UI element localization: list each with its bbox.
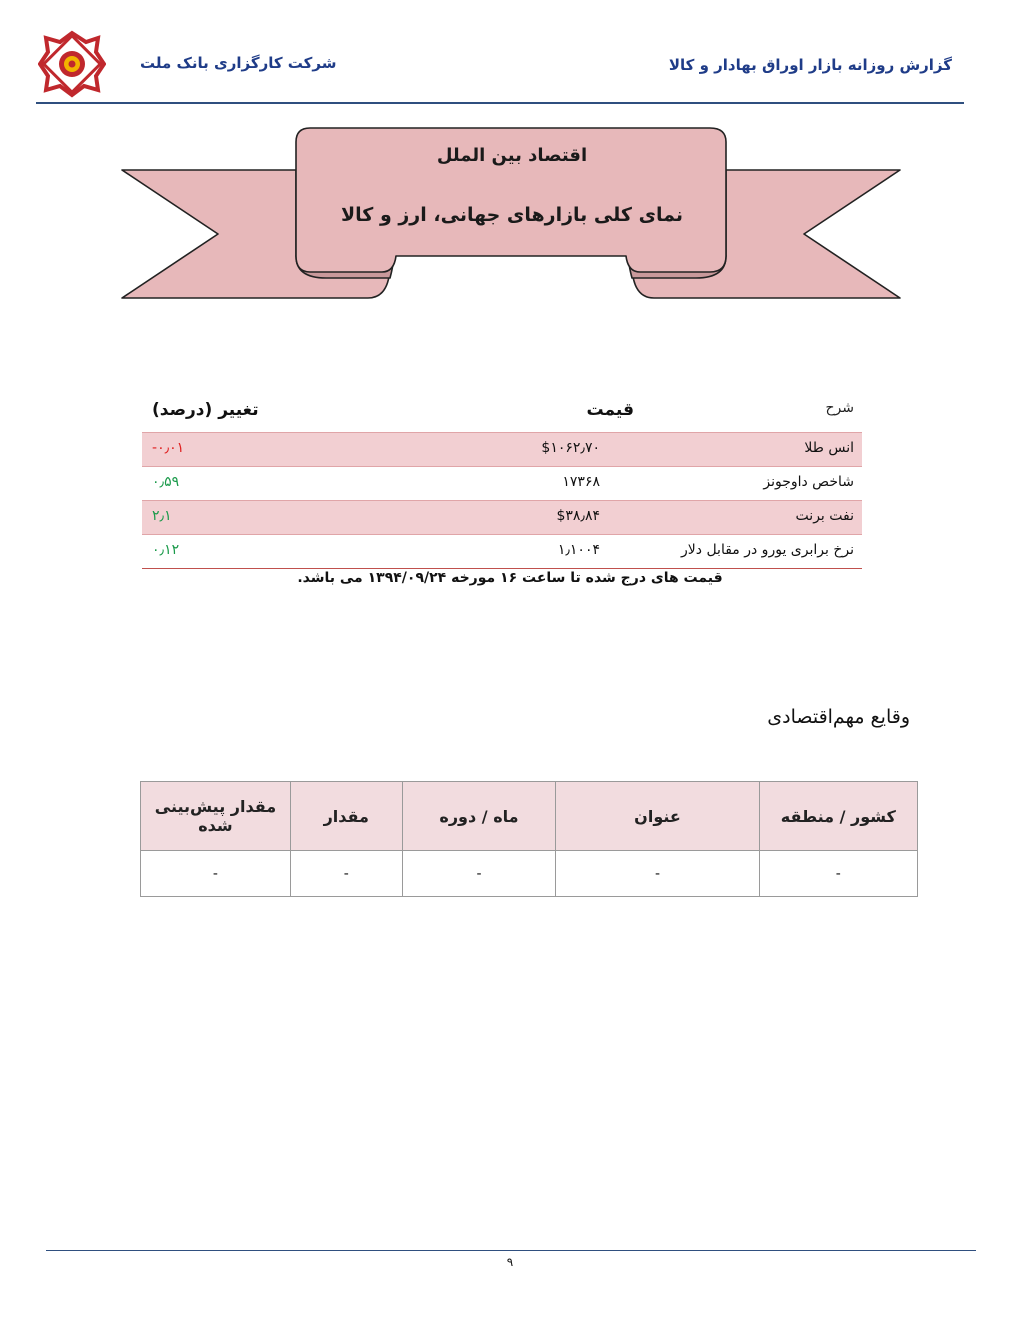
- bank-mellat-logo: [38, 30, 106, 98]
- table-row: [142, 432, 862, 466]
- table-bottom-border: [142, 568, 862, 569]
- banner-subtitle: نمای کلی بازارهای جهانی، ارز و کالا: [341, 204, 683, 226]
- price-timestamp-note: قیمت های درج شده تا ساعت ۱۶ مورخه ۱۳۹۴/۰۹/۲۴ می باشد.: [297, 570, 723, 586]
- row-change: ۰٫۵۹: [152, 474, 180, 490]
- cell-forecast: -: [141, 851, 291, 897]
- company-name: شرکت کارگزاری بانک ملت: [140, 54, 337, 72]
- report-title: گزارش روزانه بازار اوراق بهادار و کالا: [668, 56, 952, 74]
- column-header-period: ماه / دوره: [402, 782, 556, 851]
- header-divider: [36, 102, 964, 104]
- events-header-row: [141, 782, 918, 851]
- row-price: ۱٫۱۰۰۴: [557, 542, 600, 558]
- row-description: نرخ برابری یورو در مقابل دلار: [681, 542, 854, 558]
- column-header-forecast: مقدار پیش‌بینی شده: [141, 782, 291, 851]
- row-change: ۰٫۰۱-: [152, 440, 185, 456]
- economic-events-table: [140, 781, 918, 897]
- page-number: ۹: [506, 1255, 514, 1269]
- table-row: [141, 851, 918, 897]
- column-header-value: مقدار: [290, 782, 402, 851]
- table-row: [142, 500, 862, 534]
- row-description: نفت برنت: [795, 508, 854, 524]
- table-row: [142, 466, 862, 500]
- events-section-title: وقایع مهم‌اقتصادی: [767, 706, 910, 728]
- row-description: انس طلا: [804, 440, 854, 456]
- row-change: ۰٫۱۲: [152, 542, 180, 558]
- market-table-header: [142, 396, 862, 432]
- row-price: $۱۰۶۲٫۷۰: [541, 440, 600, 456]
- cell-value: -: [290, 851, 402, 897]
- column-header-title: عنوان: [556, 782, 759, 851]
- banner-title: اقتصاد بین الملل: [436, 145, 588, 166]
- table-row: [142, 534, 862, 568]
- footer-divider: [46, 1250, 976, 1251]
- market-overview-table: [142, 396, 862, 569]
- column-header-country: کشور / منطقه: [759, 782, 917, 851]
- column-header-price: قیمت: [586, 400, 634, 420]
- column-header-change: تغییر (درصد): [152, 400, 259, 420]
- cell-title: -: [556, 851, 759, 897]
- row-change: ۲٫۱: [152, 508, 172, 524]
- cell-period: -: [402, 851, 556, 897]
- column-header-description: شرح: [825, 400, 854, 416]
- row-price: ۱۷۳۶۸: [562, 474, 600, 490]
- cell-country: -: [759, 851, 917, 897]
- row-description: شاخص داوجونز: [763, 474, 854, 490]
- row-price: $۳۸٫۸۴: [556, 508, 600, 524]
